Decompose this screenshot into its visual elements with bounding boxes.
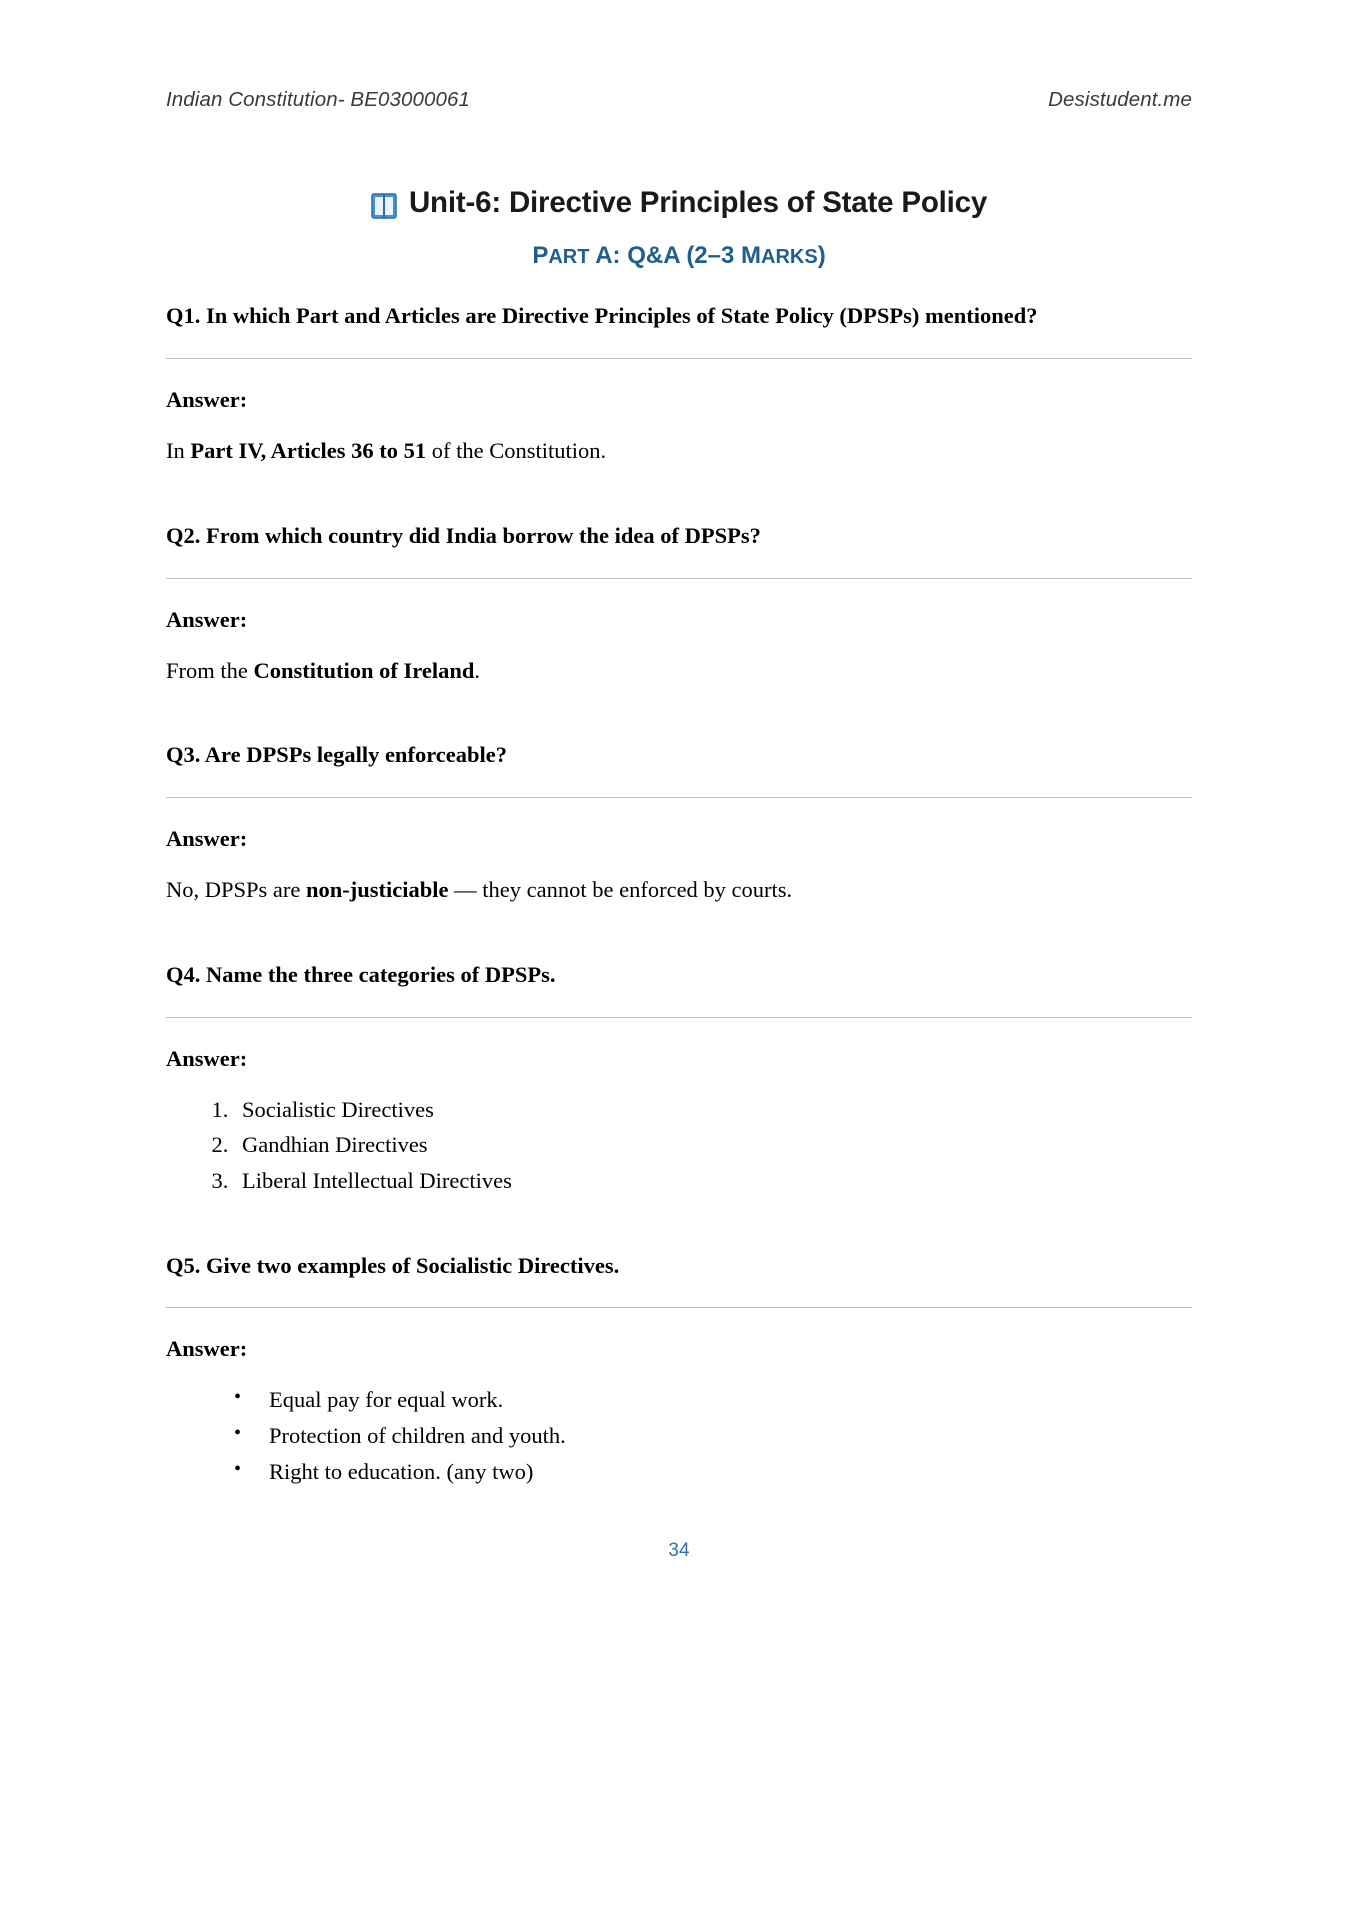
header-course-label: Indian Constitution- BE03000061: [166, 88, 470, 111]
answer-emphasis: Constitution of Ireland: [253, 657, 475, 683]
page-header: [166, 88, 1192, 112]
qa-block: [166, 739, 1192, 907]
answer-numbered-list: [166, 1094, 1192, 1198]
list-item: 2. Gandhian Directives: [234, 1129, 1192, 1162]
answer-label: Answer:: [166, 1045, 248, 1071]
question-text: Q3. Are DPSPs legally enforceable?: [166, 742, 507, 768]
list-item: • Equal pay for equal work.: [234, 1384, 1192, 1417]
answer-label: Answer:: [166, 1336, 248, 1362]
list-item: 1. Socialistic Directives: [234, 1094, 1192, 1127]
header-site-label: Desistudent.me: [1048, 88, 1192, 111]
answer-prefix: From the: [166, 657, 254, 683]
answer-label: Answer:: [166, 386, 248, 412]
answer-prefix: No, DPSPs are: [166, 877, 307, 903]
divider: [166, 1017, 1192, 1018]
question-text: Q1. In which Part and Articles are Directive Principles of State Policy (DPSPs) mentioned?: [166, 303, 1038, 328]
answer-suffix: .: [474, 657, 480, 683]
divider: [166, 1307, 1192, 1308]
qa-block: [166, 300, 1192, 468]
list-item: • Protection of children and youth.: [234, 1420, 1192, 1453]
section-subtitle: [166, 242, 1192, 270]
question-text: Q4. Name the three categories of DPSPs.: [166, 961, 556, 987]
answer-text: [166, 435, 1192, 468]
list-item: 3. Liberal Intellectual Directives: [234, 1165, 1192, 1198]
section-subtitle-text: PART A: Q&A (2–3 MARKS): [532, 242, 826, 269]
divider: [166, 358, 1192, 359]
question-text: Q2. From which country did India borrow the idea of DPSPs?: [166, 522, 761, 548]
answer-prefix: In: [166, 437, 191, 463]
answer-text: [166, 655, 1192, 688]
qa-block: [166, 1250, 1192, 1489]
answer-suffix: of the Constitution.: [426, 437, 607, 463]
list-item: • Right to education. (any two): [234, 1456, 1192, 1489]
question-text: Q5. Give two examples of Socialistic Directives.: [166, 1252, 620, 1278]
answer-emphasis: Part IV, Articles 36 to 51: [190, 437, 427, 463]
answer-text: [166, 874, 1192, 907]
page-title: [166, 186, 1192, 220]
divider: [166, 578, 1192, 579]
answer-label: Answer:: [166, 606, 248, 632]
divider: [166, 797, 1192, 798]
answer-suffix: — they cannot be enforced by courts.: [448, 877, 793, 903]
page-title-text: Unit-6: Directive Principles of State Policy: [408, 186, 988, 219]
qa-block: [166, 520, 1192, 688]
answer-emphasis: non-justiciable: [306, 877, 449, 903]
page-number: 34: [668, 1540, 690, 1562]
qa-block: [166, 959, 1192, 1198]
answer-bullet-list: [166, 1384, 1192, 1488]
blue-book-icon: [371, 192, 397, 220]
answer-label: Answer:: [166, 826, 248, 852]
